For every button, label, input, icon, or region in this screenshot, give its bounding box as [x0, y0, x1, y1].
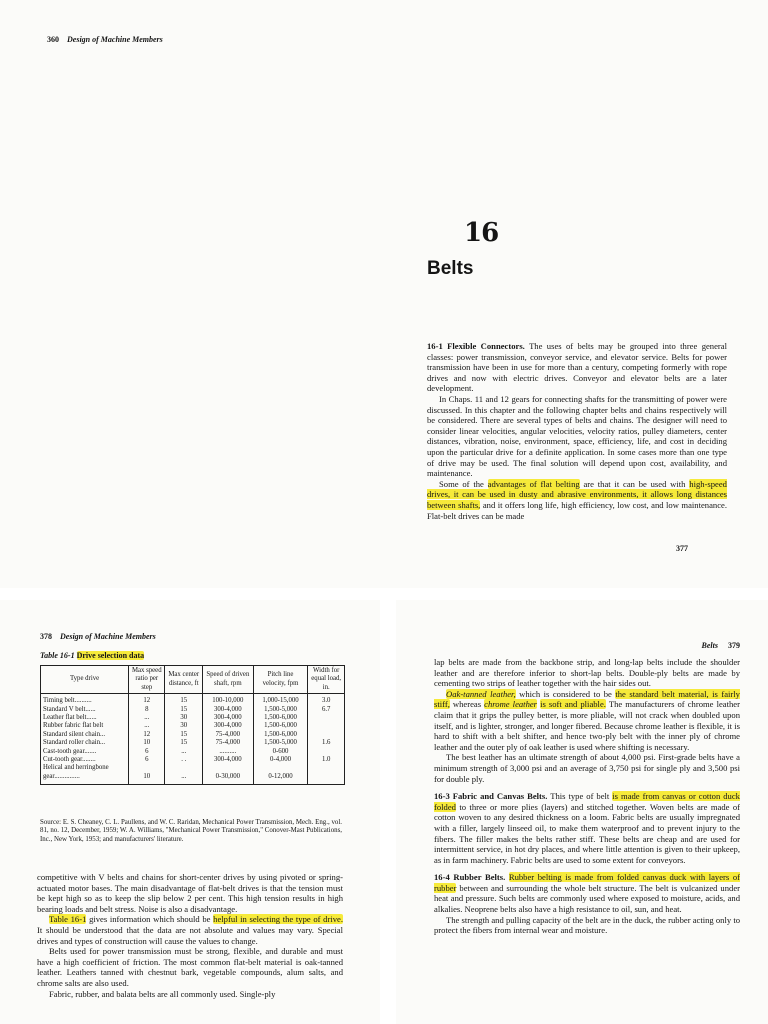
- text-run: The manufacturers of chrome leather claim that it grips the pulley better, is more pliable, will not crack when doubled upon itself, and is lighter, stronger, and longer fibered. Because chrome leather is flexible, it is hard to shift with a belt shifter, and hence two-ply belt with the inner ply of chrome leather and the outer ply of oak leather is used where shifting is necessary.: [434, 699, 740, 752]
- page-number: 377: [676, 544, 688, 553]
- paragraph: In Chaps. 11 and 12 gears for connecting shafts for the transmitting of power were discussed. In this chapter and the following chapter belts and chains respectively will be considered. There are several types of belts and chains. The designer will need to consider linear velocities, angular velocities, velocity ratios, pulley diameters, center distances, vibration, noise, environment, space, efficiency, life, and cost in deciding upon the particular drive for a definite application. In some cases more than one type of drive may be used. The final solution will depend upon cost, availability, and maintenance.: [427, 393, 727, 479]
- table-cell: 1,500-5,000: [253, 739, 308, 747]
- table-cell: [308, 722, 345, 730]
- left-page-body: [37, 872, 343, 999]
- table-cell: 75-4,000: [203, 739, 254, 747]
- table-cell: 1,500-5,000: [253, 706, 308, 714]
- table-cell: 100-10,000: [203, 694, 254, 706]
- table-cell: 15: [165, 739, 203, 747]
- header-page-number: 379: [728, 641, 740, 650]
- text-run: whereas: [452, 699, 482, 710]
- table-cell: [165, 764, 203, 772]
- table-row: [41, 756, 345, 764]
- table-cell: 30: [165, 714, 203, 722]
- chapter-number: 16: [464, 218, 499, 248]
- table-cell: 300-4,000: [203, 706, 254, 714]
- table-cell: [253, 764, 308, 772]
- text-run: and it offers long life, high efficiency, low cost, and low maintenance. Flat-belt drives can be made: [427, 499, 727, 521]
- table-cell: 6: [129, 756, 165, 764]
- highlight: high-speed drives, it can be used in dusty and abrasive environments, it allows long distances between shafts,: [427, 478, 727, 510]
- table-cell: ...: [165, 748, 203, 756]
- section-title: Rubber Belts.: [453, 872, 506, 883]
- table-cell: 75-4,000: [203, 731, 254, 739]
- paragraph-highlighted: [434, 689, 740, 753]
- table-cell: 10: [129, 739, 165, 747]
- highlight: is soft and pliable.: [540, 699, 606, 710]
- chapter-body: [427, 341, 727, 521]
- section-number: 16-4: [434, 872, 450, 883]
- table-cell: 6.7: [308, 706, 345, 714]
- highlight: Rubber belting is made from folded canvas duck with layers of rubber: [434, 872, 740, 893]
- column-header: Max speed ratio per step: [129, 666, 165, 694]
- paragraph: lap belts are made from the backbone strip, and long-lap belts include the shoulder leather and are therefore inferior to short-lap belts. Double-ply belts are made by cementing two strips of leather together with the hair sides out.: [434, 657, 740, 689]
- table-cell: [308, 764, 345, 772]
- paragraph-highlighted: [427, 479, 727, 521]
- text-run: which is considered to be: [519, 688, 612, 699]
- table-cell: 15: [165, 731, 203, 739]
- right-page: [396, 600, 768, 1024]
- column-header: Width for equal load, in.: [308, 666, 345, 694]
- table-cell: 10: [129, 773, 165, 785]
- paragraph: Fabric, rubber, and balata belts are all commonly used. Single-ply: [49, 988, 276, 999]
- table-cell: [308, 714, 345, 722]
- table-cell: . .: [165, 756, 203, 764]
- paragraph: competitive with V belts and chains for short-center drives by using pivoted or spring-actuated motor bases. The main disadvantage of flat-belt drives is that the tension must be kept high so as to keep the slip below 2 per cent. This high tension results in high bearing loads and belt stress. Noise is also a disadvantage.: [37, 872, 343, 914]
- text-run: are that it can be used with: [583, 478, 686, 489]
- page-header: [702, 641, 740, 650]
- header-page-number: 360: [47, 35, 59, 44]
- table-cell: [203, 764, 254, 772]
- highlight: Oak-tanned leather,: [446, 688, 516, 699]
- table-cell: 1.0: [308, 756, 345, 764]
- table-cell: 1,500-6,000: [253, 731, 308, 739]
- table-cell: 0-30,000: [203, 773, 254, 785]
- table-cell: 30: [165, 722, 203, 730]
- paragraph-highlighted: [37, 914, 343, 946]
- table-cell: 3.0: [308, 694, 345, 706]
- highlight: helpful in selecting the type of drive.: [213, 914, 343, 925]
- right-page-body: [434, 657, 740, 936]
- table-row: [41, 773, 345, 785]
- table-cell: Standard roller chain...: [41, 739, 129, 747]
- drive-selection-table: [40, 665, 345, 785]
- table-cell: [308, 748, 345, 756]
- table-row: [41, 706, 345, 714]
- table-cell: Cast-tooth gear.......: [41, 748, 129, 756]
- section-title: Flexible Connectors.: [447, 341, 525, 351]
- paragraph: The strength and pulling capacity of the belt are in the duck, the rubber acting only to protect the fibers from internal wear and moisture.: [434, 914, 740, 936]
- table-cell: Rubber fabric flat belt: [41, 722, 129, 730]
- section-16-4-paragraph: [434, 872, 740, 914]
- left-page: [0, 600, 380, 1024]
- page-header: [40, 632, 156, 641]
- table-cell: 0-4,000: [253, 756, 308, 764]
- text-run: Some of the: [439, 478, 484, 489]
- table-cell: [308, 731, 345, 739]
- table-row: [41, 764, 345, 772]
- column-header: Speed of driven shaft, rpm: [203, 666, 254, 694]
- table-cell: ..........: [203, 748, 254, 756]
- table-row: [41, 739, 345, 747]
- highlight: is made from canvas or cotton duck folded: [434, 791, 740, 812]
- table-cell: 15: [165, 694, 203, 706]
- text-run: between and surrounding the whole belt structure. The belt is vulcanized under heat and pressure. Such belts are commonly used where exposed to moisture, acids, and alkalies. Neoprene belts also have a high resistance to oil, sun, and heat.: [434, 882, 740, 915]
- column-header: Pitch line velocity, fpm: [253, 666, 308, 694]
- chapter-title: Belts: [427, 258, 474, 279]
- column-header: Max center distance, ft: [165, 666, 203, 694]
- text-run: to three or more plies (layers) and stitched together. Woven belts are made of cotton woven to any desired thickness on a loom. Fabric belts are usually impregnated with a filler, largely linseed oil, to make them waterproof and to prevent injury to the fibers. The filler makes the belts rather stiff. These belts are cheap and are used for intermittent service, in hot dry places, and where little attention is given to their upkeep, as in farm machinery. Fabric belts are used to some extent for conveyors.: [434, 801, 740, 865]
- table-body: [41, 694, 345, 785]
- table-row: [41, 694, 345, 706]
- table-row: [41, 731, 345, 739]
- table-cell: Standard V belt......: [41, 706, 129, 714]
- table-cell: 1,500-6,000: [253, 722, 308, 730]
- table-cell: 8: [129, 706, 165, 714]
- table-cell: Standard silent chain...: [41, 731, 129, 739]
- section-16-1-paragraph: [427, 341, 727, 394]
- table-cell: Leather flat belt......: [41, 714, 129, 722]
- table-label: Table 16-1: [40, 651, 75, 660]
- table-cell: 300-4,000: [203, 722, 254, 730]
- page-header: [47, 35, 163, 44]
- header-title: Design of Machine Members: [60, 632, 156, 641]
- highlight: chrome leather: [484, 699, 538, 710]
- section-number: 16-3: [434, 791, 450, 802]
- table-cell: ...: [165, 773, 203, 785]
- table-cell: 12: [129, 731, 165, 739]
- text-run: This type of belt: [550, 791, 610, 802]
- highlight: the standard belt material, is fairly stiff,: [434, 688, 740, 710]
- table-cell: gear...............: [41, 773, 129, 785]
- section-16-3-paragraph: [434, 791, 740, 865]
- table-cell: 1.6: [308, 739, 345, 747]
- table-cell: Helical and herringbone: [41, 764, 129, 772]
- section-title: Fabric and Canvas Belts.: [452, 791, 548, 802]
- table-cell: [129, 764, 165, 772]
- table-cell: ...: [129, 722, 165, 730]
- header-title: Design of Machine Members: [67, 35, 163, 44]
- table-cell: 1,500-6,000: [253, 714, 308, 722]
- table-source: Source: E. S. Cheaney, C. L. Paullens, and W. C. Raridan, Mechanical Power Transmission, Mech. Eng., vol. 81, no. 12, December, 1959; W. A. Williams, "Mechanical Power Transmission," Conover-Mast Publications, Inc., New York, 1953; and manufacturers' literature.: [40, 819, 342, 843]
- highlight: Table 16-1: [49, 914, 87, 925]
- paragraph-text: The uses of belts may be grouped into three general classes: power transmission, conveyor service, and elevator service. Belts for power transmission have been in use for more than a century, competing formerly with rope drives and now with electric drives. Conveyor and elevator belts are a later development.: [427, 341, 727, 394]
- table-caption: [40, 651, 144, 660]
- table-row: [41, 722, 345, 730]
- table-cell: ...: [129, 714, 165, 722]
- table-cell: 0-600: [253, 748, 308, 756]
- section-number: 16-1: [427, 341, 443, 351]
- table-cell: 300-4,000: [203, 714, 254, 722]
- table-cell: 15: [165, 706, 203, 714]
- table-cell: 0-12,000: [253, 773, 308, 785]
- table-row: [41, 714, 345, 722]
- table-header-row: [41, 666, 345, 694]
- table-cell: 12: [129, 694, 165, 706]
- text-run: gives information which should be: [89, 914, 211, 925]
- table-cell: Cut-tooth gear........: [41, 756, 129, 764]
- table-cell: 6: [129, 748, 165, 756]
- table-title: Drive selection data: [76, 651, 145, 660]
- header-page-number: 378: [40, 632, 52, 641]
- highlight: advantages of flat belting: [487, 478, 580, 489]
- table-cell: [308, 773, 345, 785]
- table-cell: 1,000-15,000: [253, 694, 308, 706]
- table-row: [41, 748, 345, 756]
- header-title: Belts: [701, 641, 718, 650]
- text-run: It should be understood that the data are not absolute and values may vary. Special drives and types of construction will cause the values to change.: [37, 924, 343, 946]
- table-cell: Timing belt..........: [41, 694, 129, 706]
- column-header: Type drive: [41, 666, 129, 694]
- table-cell: 300-4,000: [203, 756, 254, 764]
- paragraph: Belts used for power transmission must be strong, flexible, and durable and must have a high coefficient of friction. The most common flat-belt material is oak-tanned leather. Leathers tanned with chestnut bark, vegetable compounds, alum salts, and chrome salts are also used.: [37, 946, 343, 988]
- paragraph: The best leather has an ultimate strength of about 4,000 psi. First-grade belts have a minimum strength of 3,000 psi and an average of 3,750 psi for single ply and 3,500 psi for double ply.: [434, 752, 740, 784]
